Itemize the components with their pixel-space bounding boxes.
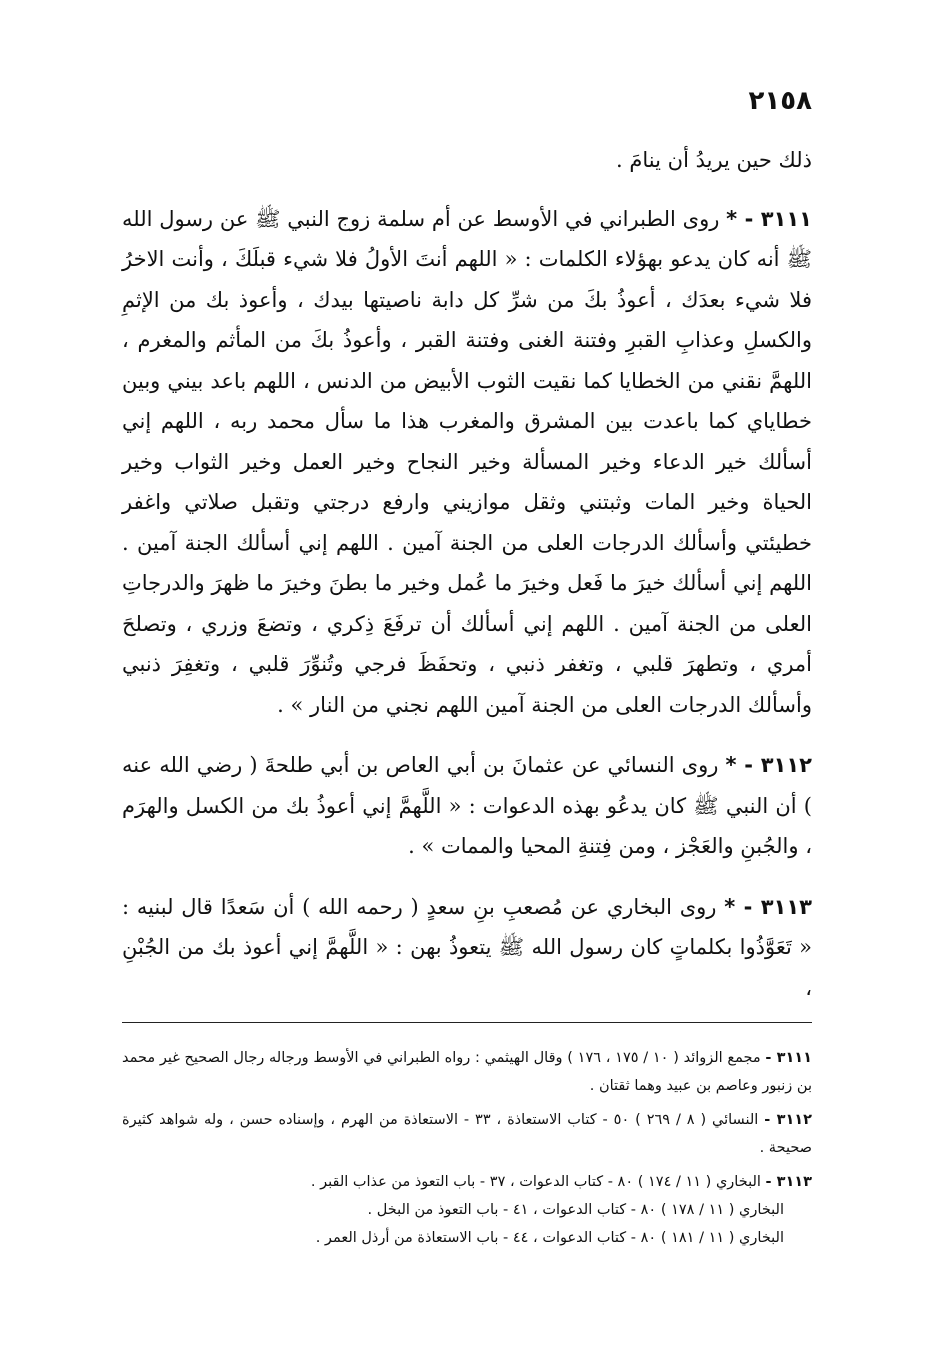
hadith-number: ٣١١٣ - * (724, 894, 812, 919)
hadith-text: روى الطبراني في الأوسط عن أم سلمة زوج النبي ﷺ عن رسول الله ﷺ أنه كان يدعو بهؤلاء الكلمات : « اللهم أنتَ الأولُ فلا شيء قبلَكَ ، وأنت الاخرُ فلا شيء بعدَك ، أعوذُ بكَ من شرِّ كل دابة ناصيتها بيدك ، وأعوذ بك من الإثمِ والكسلِ وعذابِ القبرِ وفتنة الغنى وفتنة القبر ، وأعوذُ بكَ من المأثم والمغرم ، اللهمَّ نقني من الخطايا كما نقيت الثوب الأبيض من الدنس ، اللهم باعد بيني وبين خطاياي كما باعدت بين المشرق والمغرب هذا ما سأل محمد ربه ، اللهم إني أسألك خير الدعاء وخير المسألة وخير النجاح وخير العمل وخير الثواب وخير الحياة وخير المات وثبتني وثقل موازيني وارفع درجتي وتقبل صلاتي واغفر خطيئتي وأسألك الدرجات العلى من الجنة آمين . اللهم إني أسألك الجنة آمين . اللهم إني أسألك خيرَ ما فَعل وخيرَ ما عُمل وخير ما بطنَ وخيرَ ما ظهرَ والدرجاتِ العلى من الجنة آمين . اللهم إني أسألك أن ترفَعَ ذِكري ، وتضعَ وزري ، وتصلحَ أمري ، وتطهرَ قلبي ، وتغفر ذنبي ، وتحفَظَ فرجي وتُنوِّرَ قلبي ، وتغفِرَ ذنبي وأسألك الدرجات العلى من الجنة آمين اللهم نجني من النار » . (122, 206, 812, 717)
footnote-3111 (122, 1044, 812, 1100)
footnote-ref: ٣١١١ - (765, 1050, 812, 1066)
footnote-subline: البخاري ( ١١ / ١٨١ ) ٨٠ - كتاب الدعوات ، ٤٤ - باب الاستعاذة من أرذل العمر . (315, 1230, 784, 1246)
paragraph-text: ذلك حين يريدُ أن ينامَ . (616, 148, 812, 172)
footnote-3113 (122, 1168, 812, 1252)
hadith-3111 (122, 199, 812, 726)
footnote-subline: البخاري ( ١١ / ١٧٨ ) ٨٠ - كتاب الدعوات ، ٤١ - باب التعوذ من البخل . (367, 1202, 784, 1218)
footnotes (122, 1044, 812, 1258)
footnote-text: البخاري ( ١١ / ١٧٤ ) ٨٠ - كتاب الدعوات ، ٣٧ - باب التعوذ من عذاب القبر . (310, 1174, 761, 1190)
page-number: ٢١٥٨ (748, 86, 812, 116)
footnote-text: مجمع الزوائد ( ١٠ / ١٧٥ ، ١٧٦ ) وقال الهيثمي : رواه الطبراني في الأوسط ورجاله رجال الصحيح غير محمد بن زنبور وعاصم بن عبيد وهما ثقتان . (122, 1050, 812, 1094)
hadith-number: ٣١١٢ - * (725, 753, 812, 777)
hadith-text: روى النسائي عن عثمانَ بن أبي العاص بن أبي طلحةَ ( رضي الله عنه ) أن النبي ﷺ كان يدعُو بهذه الدعوات : « اللَّهمَّ إني أعوذُ بك من الكسل والهرَم ، والجُبنِ والعَجْز ، ومن فِتنةِ المحيا والممات » . (122, 753, 812, 858)
hadith-3112 (122, 745, 812, 867)
footnote-ref: ٣١١٢ - (764, 1112, 812, 1128)
hadith-3113 (122, 887, 812, 1009)
hadith-number: ٣١١١ - * (726, 206, 812, 231)
main-text (122, 140, 812, 1028)
footnote-ref: ٣١١٣ - (765, 1174, 812, 1190)
paragraph-intro (122, 140, 812, 181)
footnote-text: النسائي ( ٨ / ٢٦٩ ) ٥٠ - كتاب الاستعاذة ، ٣٣ - الاستعاذة من الهرم ، وإسناده حسن ، وله شواهد كثيرة صحيحة . (122, 1112, 812, 1156)
footnote-3112 (122, 1106, 812, 1162)
footnote-divider (122, 1022, 812, 1023)
hadith-text: روى البخاري عن مُصعبِ بنِ سعدٍ ( رحمه الله ) أن سَعدًا قال لبنيه : « تَعَوَّذُوا بكلماتٍ كان رسول الله ﷺ يتعوذُ بهن : « اللَّهمَّ إني أعوذ بك من الجُبْنِ ، (122, 894, 812, 1000)
